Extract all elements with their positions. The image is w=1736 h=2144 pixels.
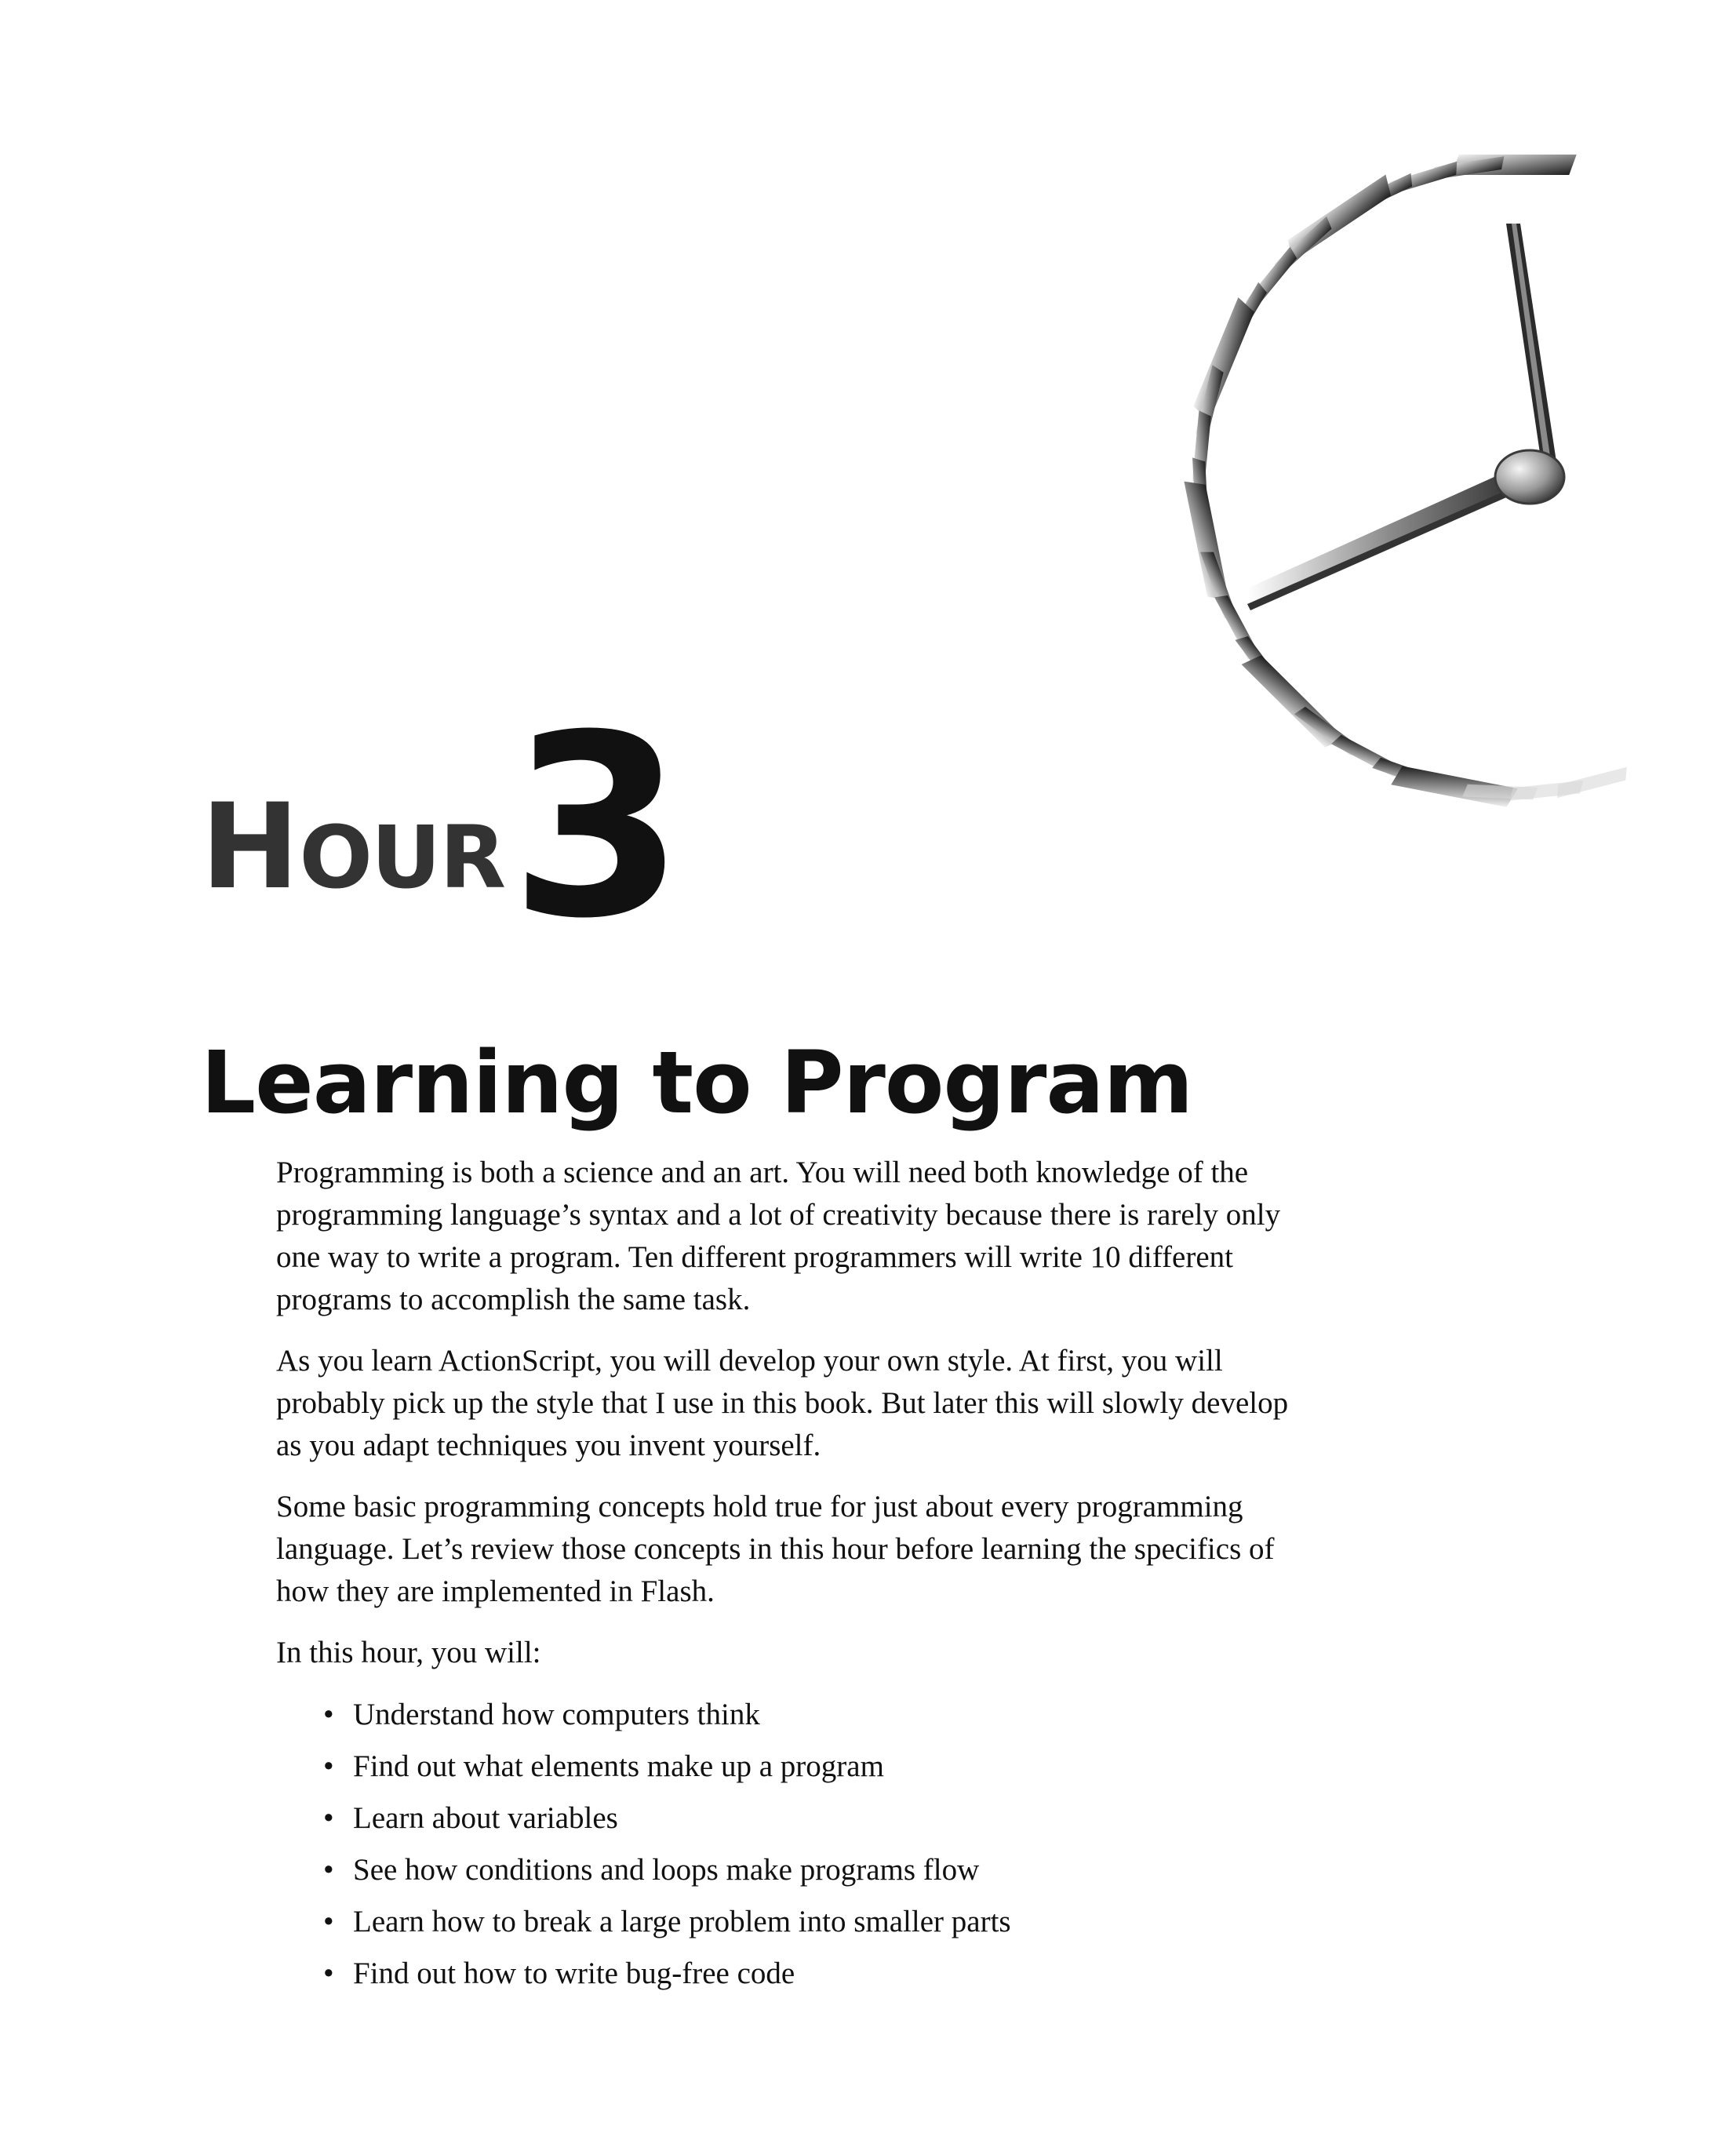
list-item	[323, 1796, 1304, 1840]
clock-minute-hand	[1506, 224, 1557, 469]
list-item	[323, 1952, 1304, 1995]
intro-paragraph-2: As you learn ActionScript, you will develop your own style. At first, you will probably pick up the style that I use in this book. But later this will slowly develop as you adapt techniques you invent yourself.	[276, 1344, 1289, 1462]
bullet-icon: •	[323, 1905, 334, 1938]
list-item	[323, 1693, 1304, 1736]
clock-tick	[1557, 767, 1627, 798]
chapter-number: 3	[510, 682, 685, 974]
clock-tick	[1193, 297, 1254, 420]
list-item-text: Learn how to break a large problem into smaller parts	[353, 1905, 1011, 1938]
hour-label	[201, 779, 505, 915]
list-item	[323, 1745, 1304, 1788]
hour-label-rest: OUR	[299, 807, 505, 908]
list-item-text: Learn about variables	[353, 1801, 618, 1835]
bullet-icon: •	[323, 1957, 334, 1990]
clock-icon	[902, 110, 1647, 855]
objectives-list	[276, 1693, 1304, 1995]
intro-paragraph-1: Programming is both a science and an art. You will need both knowledge of the programming language’s syntax and a lot of creativity because there is rarely only one way to write a program. Ten different programmers will write 10 different programs to accomplish the same task.	[276, 1156, 1281, 1316]
clock-hour-hand	[1247, 464, 1531, 610]
bullet-icon: •	[323, 1801, 334, 1835]
intro-paragraph-4: In this hour, you will:	[276, 1636, 541, 1669]
clock-hub	[1495, 450, 1564, 504]
bullet-icon: •	[323, 1853, 334, 1887]
list-item	[323, 1900, 1304, 1943]
list-item-text: Find out what elements make up a program	[353, 1749, 884, 1783]
list-item-text: See how conditions and loops make programs flow	[353, 1853, 980, 1887]
chapter-intro	[276, 1152, 1304, 2004]
intro-paragraph-3: Some basic programming concepts hold true for just about every programming language. Let’s review those concepts in this hour before learning the specifics of how they are implemented in Flash.	[276, 1490, 1275, 1608]
hour-label-initial: H	[201, 779, 300, 915]
bullet-icon: •	[323, 1698, 334, 1731]
list-item-text: Understand how computers think	[353, 1698, 760, 1731]
bullet-icon: •	[323, 1749, 334, 1783]
chapter-title: Learning to Program	[201, 1032, 1193, 1133]
list-item	[323, 1848, 1304, 1891]
list-item-text: Find out how to write bug-free code	[353, 1957, 795, 1990]
